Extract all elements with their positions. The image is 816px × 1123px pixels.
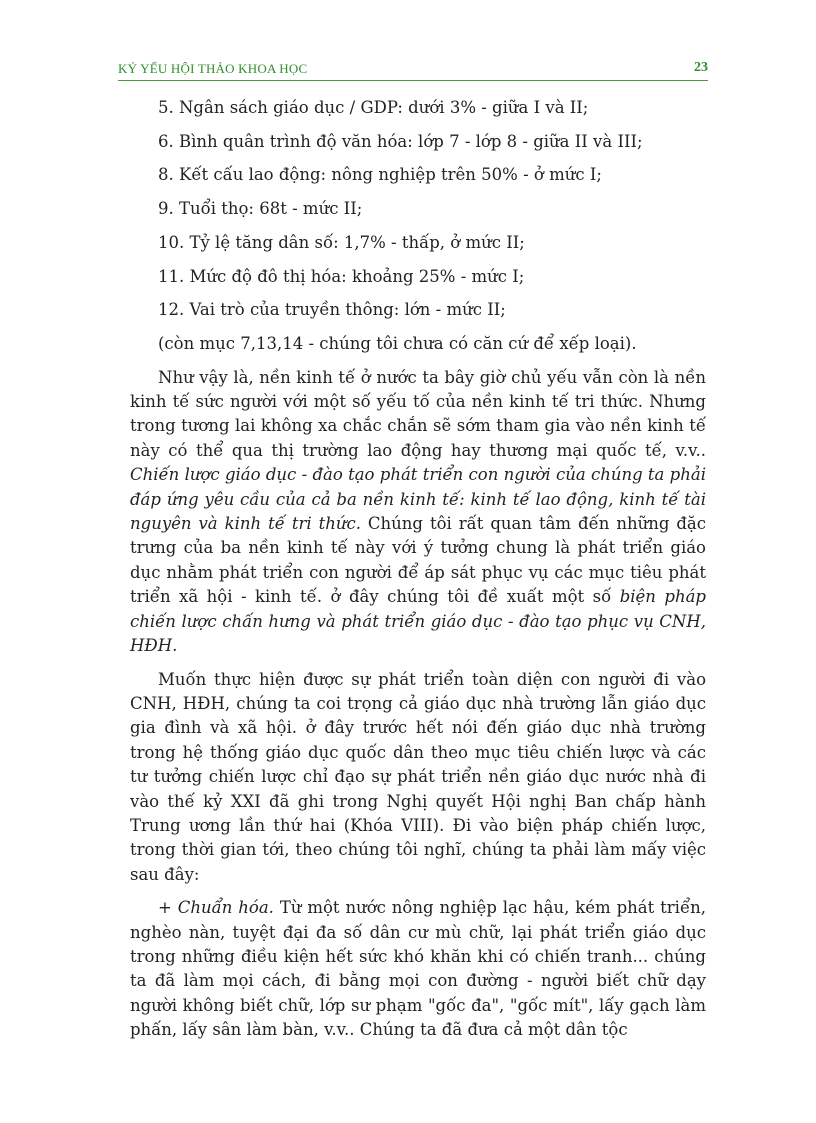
list-item: 10. Tỷ lệ tăng dân số: 1,7% - thấp, ở mức II;: [158, 232, 525, 252]
body-text: [130, 96, 706, 1043]
running-header: [118, 58, 708, 81]
paragraph-strategy: Muốn thực hiện được sự phát triển toàn diện con người đi vào CNH, HĐH, chúng ta coi trọng cả giáo dục nhà trường lẫn giáo dục gia đình và xã hội. ở đây trước hết nói đến giáo dục nhà trường trong hệ thống giáo dục quốc dân theo mục tiêu chiến lược và các tư tưởng chiến lược chỉ đạo sự phát triển nền giáo dục nước nhà đi vào thế kỷ XXI đã ghi trong Nghị quyết Hội nghị Ban chấp hành Trung ương lần thứ hai (Khóa VIII). Đi vào biện pháp chiến lược, trong thời gian tới, theo chúng tôi nghĩ, chúng ta phải làm mấy việc sau đây:: [130, 669, 706, 884]
paragraph-economy: [130, 366, 706, 659]
list-item: 9. Tuổi thọ: 68t - mức II;: [158, 199, 363, 219]
paragraph-heading: Chuẩn hóa.: [177, 898, 274, 918]
paragraph-text: +: [158, 898, 178, 918]
list-item: 12. Vai trò của truyền thông: lớn - mức II;: [158, 300, 506, 320]
paragraph-standardization: [130, 896, 706, 1042]
list-item: 6. Bình quân trình độ văn hóa: lớp 7 - lớp 8 - giữa II và III;: [158, 131, 643, 151]
header-title: KỶ YẾU HỘI THẢO KHOA HỌC: [118, 61, 308, 76]
list-item: 5. Ngân sách giáo dục / GDP: dưới 3% - giữa I và II;: [158, 98, 589, 117]
paragraph-text: Từ một nước nông nghiệp lạc hậu, kém phát triển, nghèo nàn, tuyệt đại đa số dân cư mù chữ, lại phát triển giáo dục trong những điều kiện hết sức khó khăn khi có chiến tranh... chúng ta đã làm mọi cách, đi bằng mọi con đường - người biết chữ dạy người không biết chữ, lớp sư phạm "gốc đa", "gốc mít", lấy gạch làm phấn, lấy sân làm bàn, v.v.. Chúng ta đã đưa cả một dân tộc: [130, 898, 706, 1040]
paragraph-text: Như vậy là, nền kinh tế ở nước ta bây giờ chủ yếu vẫn còn là nền kinh tế sức người với một số yếu tố của nền kinh tế tri thức. Nhưng trong tương lai không xa chắc chắn sẽ sớm tham gia vào nền kinh tế này có thể qua thị trường lao động hay thương mại quốc tế, v.v..: [130, 367, 706, 460]
page-number: 23: [694, 60, 708, 75]
paragraph-text: Chúng tôi rất quan tâm đến những đặc trưng của ba nền kinh tế này với ý tưởng chung là phát triển giáo dục nhằm phát triển con người để áp sát phục vụ các mục tiêu phát triển xã hội - kinh tế. ở đây chúng tôi đề xuất một số: [130, 514, 706, 607]
paragraph-emphasis: biện pháp chiến lược chấn hưng và phát triển giáo dục - đào tạo phục vụ CNH, HĐH.: [130, 587, 706, 656]
paragraph-emphasis: Chiến lược giáo dục - đào tạo phát triển con người của chúng ta phải đáp ứng yêu cầu của cả ba nền kinh tế: kinh tế lao động, kinh tế tài nguyên và kinh tế tri thức.: [130, 465, 706, 534]
list-item: 8. Kết cấu lao động: nông nghiệp trên 50% - ở mức I;: [158, 165, 602, 185]
list-item: 11. Mức độ đô thị hóa: khoảng 25% - mức I;: [158, 266, 525, 286]
list-item: (còn mục 7,13,14 - chúng tôi chưa có căn cứ để xếp loại).: [158, 333, 637, 353]
